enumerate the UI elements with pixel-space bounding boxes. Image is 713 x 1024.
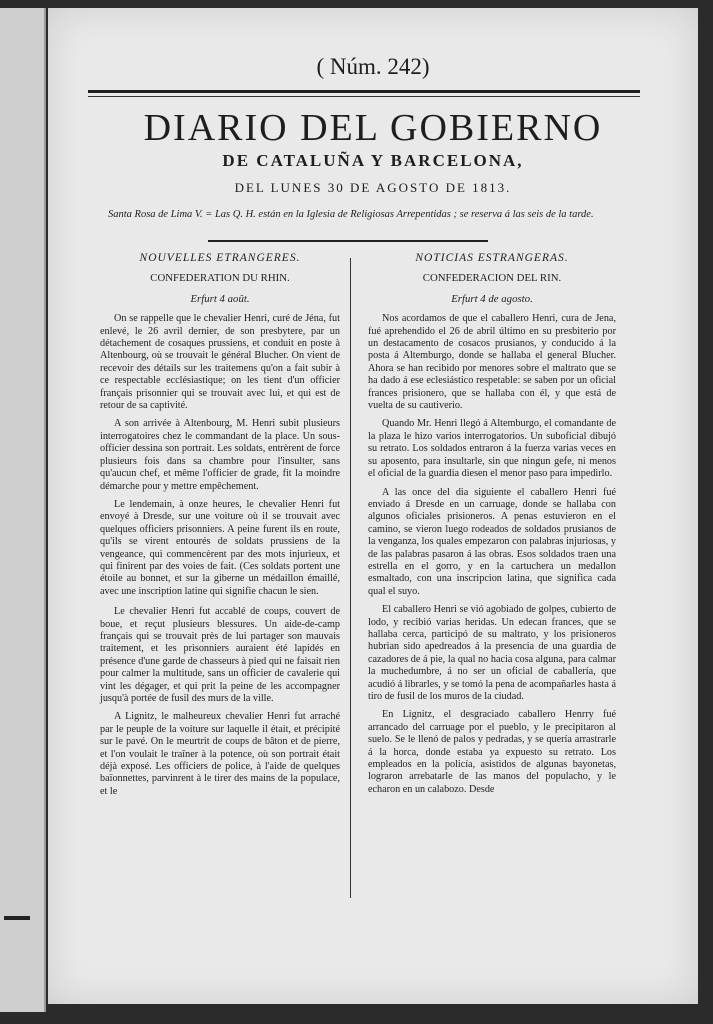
spanish-paragraph: A las once del dia siguiente el caballero Henri fué enviado á Dresde en un carruage, donde se hallaba con algunos oficiales prisioneros. A penas estuvieron en el camino, se vieron luego rodeados de soldados prusianos de la venganza, los quales empezaron con palabras injuriosas, y de las palabras pasaron á las obras. Esos soldados traen una estrella en el gorro, y en la cartuchera un medallon esmaltado, con una inscripcion latina, que significa cada qual el suyo. [368, 486, 616, 597]
spanish-paragraph: Quando Mr. Henri llegó á Altemburgo, el comandante de la plaza le hizo varios interrogatorios. Un suboficial dibujó su retrato. Los soldados entraron á la fuerza varias veces en su aposento, para insultarle, sin que ningun gefe, ni menos el oficial de la guardia diesen el menor paso para impedirlo. [368, 418, 616, 480]
spanish-dateline: Erfurt 4 de agosto. [451, 292, 533, 305]
french-paragraph: A Lignitz, le malheureux chevalier Henri fut arraché par le peuple de la voiture sur laquelle il était, et précipité sur le pavé. On le meurtrit de coups de bâton et de pierre, et l'on voulait le traîner à la potence, où son portrait était déjà exposé. Les officiers de police, à l'aide de quelques baïonnettes, parvinrent à le tirer des mains de la populace, et le [100, 711, 340, 797]
spanish-heading: NOTICIAS ESTRANGERAS. [415, 252, 569, 264]
spanish-paragraph: En Lignitz, el desgraciado caballero Henrry fué arrancado del carruage por el pueblo, y le precipitaron al suelo. Se le llenó de palos y pedradas, y se quería arrastrarle á la horca, donde estaba ya expuesto su retrato. Los empleados en la policía, asistidos de algunas bayonetas, lograron arrebatarle de las manos del populacho, y le echaron en un calabozo. Desde [368, 709, 616, 795]
issue-date: DEL LUNES 30 DE AGOSTO DE 1813. [234, 180, 512, 195]
page-edge-mark [4, 916, 30, 920]
french-paragraph: Le chevalier Henri fut accablé de coups, couvert de boue, et reçut plusieurs blessures. Un aide-de-camp français qui se trouvait près de lui partager son mauvais traitement, et les prisonniers auraient été lapidés en présence d'une garde de chasseurs à pied qui ne faisait rien pour calmer la multitude, sans un officier de cavalerie qui vint les dégager, et qui prit la peine de les accompagner jusqu'à portée de fusil des murs de la ville. [100, 606, 340, 704]
header-rule-top-thin [88, 96, 640, 97]
saint-notice: Santa Rosa de Lima V. = Las Q. H. están en la Iglesia de Religiosas Arrepentidas ; se reserva á las seis de la tarde. [108, 209, 594, 220]
header-rule-top [88, 90, 640, 93]
header-rule-bottom [208, 240, 488, 242]
french-paragraph: A son arrivée à Altenbourg, M. Henri subit plusieurs interrogatoires chez le commandant de la place. Un sous-officier dessina son portrait. Les soldats, entrèrent de force plusieurs fois dans sa chambre pour l'insulter, sans qu'aucun chef, et même l'officier de grade, fit la moindre démarche pour y mettre empêchement. [100, 418, 340, 492]
issue-number: ( Núm. 242) [316, 54, 430, 79]
french-column [100, 252, 340, 804]
newspaper-page [48, 8, 698, 1004]
spanish-paragraph: El caballero Henri se vió agobiado de golpes, cubierto de lodo, y recibió varias heridas. Un edecan frances, que se hallaba cerca, participó de su maltrato, y los prisioneros hubrian sido apedreados á la presencia de una guardia de cazadores de á pie, la qual no hacia cosa alguna, para calmar la muchedumbre, á no ser un oficial de caballería, que acudió á librarles, y se tomó la pena de acompañarles hasta á tiro de fusil de los muros de la ciudad. [368, 604, 616, 702]
column-divider [350, 258, 351, 898]
spanish-paragraph: Nos acordamos de que el caballero Henri, cura de Jena, fué aprehendido el 26 de abril último en su presbiterio por un destacamento de cosacos prusianos, y conducido á la posta á Altemburgo, donde se hallaba el general Blucher. Ahora se han recibido por menores sobre el maltrato que se ha dado á ese eclesiástico respetable: se saben por un oficial frances prisionero, que se hallaba con él, y que está de vuelta de su cautiverio. [368, 313, 616, 412]
adjacent-page-edge [0, 8, 46, 1012]
newspaper-subtitle: DE CATALUÑA Y BARCELONA, [222, 151, 524, 170]
french-paragraph: Le lendemain, à onze heures, le chevalier Henri fut envoyé à Dresde, sur une voiture où il se trouvait avec quelques officiers prisonniers. A peine furent ils en route, qu'ils se virent entourés de soldats prussiens de la vengeance, qui commencèrent par des mots injurieux, et qui finirent par des voies de fait. (Ces soldats portent une étoile au bonnet, et sur la giberne un médaillon émaillé, avec une inscription latine qui signifie chacun le sien. [100, 498, 340, 597]
french-paragraph: On se rappelle que le chevalier Henri, curé de Jéna, fut enlevé, le 26 avril dernier, de son presbytere, par un détachement de cosaques prussiens, et conduit en poste à Altenbourg, où se trouvait le général Blucher. On vient de recevoir des détails sur les traitemens qu'on a fait subir à ce respectable ecclésiastique; on les tient d'un officier français prisonnier qui se trouvait avec lui, et qui est de retour de sa captivité. [100, 313, 340, 412]
french-subheading: CONFEDERATION DU RHIN. [150, 272, 290, 285]
spanish-column [368, 252, 616, 802]
french-dateline: Erfurt 4 août. [190, 292, 250, 305]
newspaper-title: DIARIO DEL GOBIERNO [143, 107, 603, 149]
french-heading: NOUVELLES ETRANGERES. [139, 252, 301, 264]
spanish-subheading: CONFEDERACION DEL RIN. [422, 272, 562, 285]
